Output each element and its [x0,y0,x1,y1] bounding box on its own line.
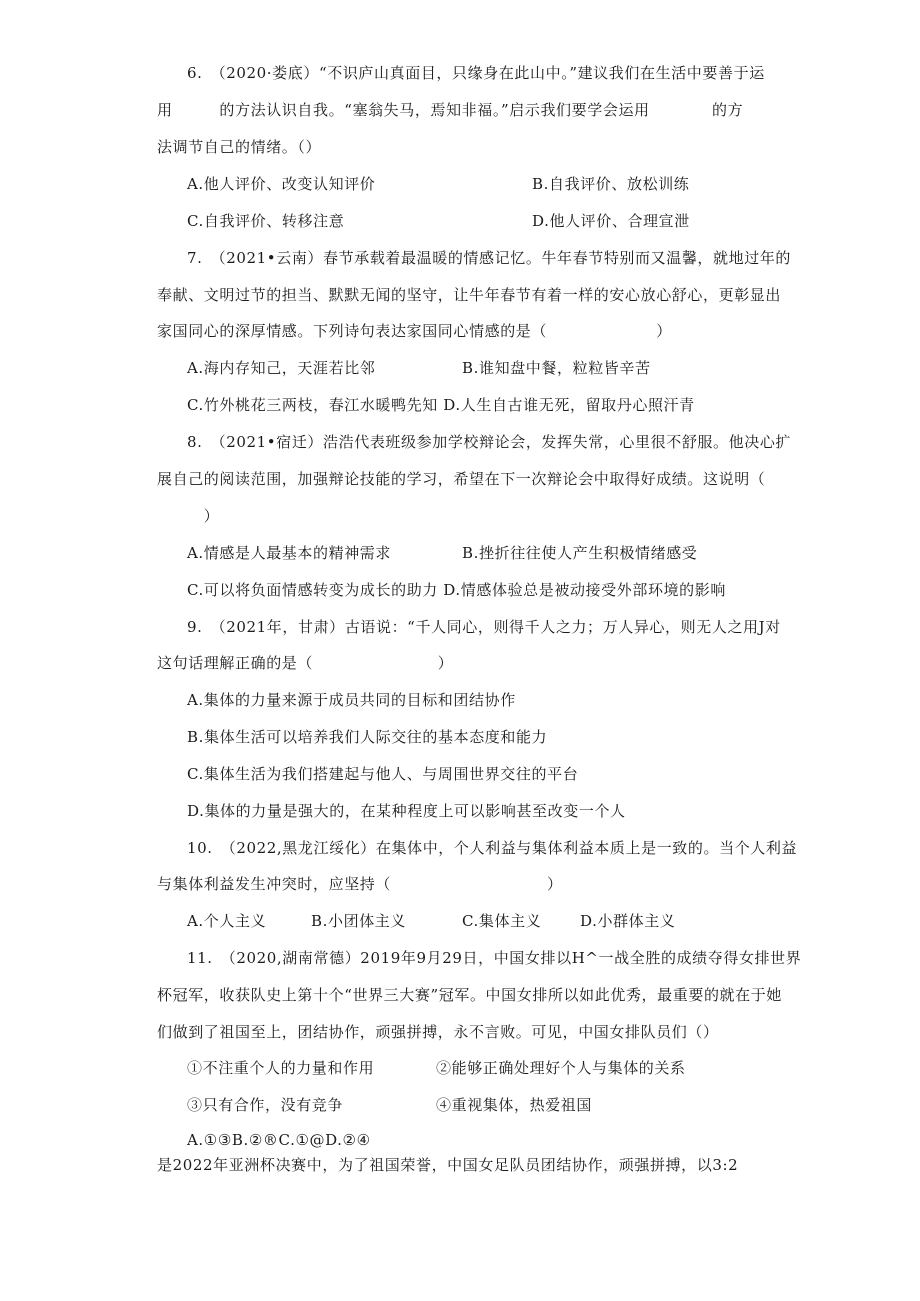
q10-option-b: B.小团体主义 [311,912,406,930]
q6-line-2: 用 的方法认识自我。“塞翁失马，焉知非福。”启示我们要学会运用 的方 [157,101,744,119]
q11-statement-1: ①不注重个人的力量和作用 [187,1059,375,1077]
q6-line-1: 6. （2020·娄底）“不识庐山真面目，只缘身在此山中。”建议我们在生活中要善于运 [187,64,765,82]
q11-line-2: 杯冠军，收获队史上第十个“世界三大赛”冠军。中国女排所以如此优秀，最重要的就在于她 [157,986,782,1004]
q8-option-cd: C.可以将负面情感转变为成长的助力 D.情感体验总是被动接受外部环境的影响 [187,581,726,599]
q10-option-d: D.小群体主义 [580,912,676,930]
q10-option-c: C.集体主义 [462,912,542,930]
q11-statement-3: ③只有合作，没有竞争 [187,1096,344,1114]
q9-line-1: 9. （2021年，甘肃）古语说：“千人同心，则得千人之力；万人异心，则无人之用J对 [187,618,781,636]
q8-line-1: 8. （2021•宿迁）浩浩代表班级参加学校辩论会，发挥失常，心里很不舒服。他决心扩 [187,433,792,451]
q7-option-b: B.谁知盘中餐，粒粒皆辛苦 [462,359,651,377]
q6-option-a: A.他人评价、改变认知评价 [187,175,376,193]
q6-option-d: D.他人评价、合理宣泄 [532,212,690,230]
q7-line-3: 家国同心的深厚情感。下列诗句表达家国同心情感的是（ ） [157,322,672,340]
q11-statement-2: ②能够正确处理好个人与集体的关系 [436,1059,686,1077]
q6-option-b: B.自我评价、放松训练 [532,175,690,193]
q8-line-3: ） [157,507,220,525]
q10-option-a: A.个人主义 [187,912,267,930]
q8-line-2: 展自己的阅读范围，加强辩论技能的学习，希望在下一次辩论会中取得好成绩。这说明（ [157,470,766,488]
q10-line-2: 与集体利益发生冲突时，应坚持（ ） [157,875,563,893]
q11-line-3: 们做到了祖国至上，团结协作，顽强拼搏，永不言败。可见，中国女排队员们（） [157,1023,719,1041]
q7-option-cd: C.竹外桃花三两枝，春江水暖鸭先知 D.人生自古谁无死，留取丹心照汗青 [187,396,695,414]
q8-option-a: A.情感是人最基本的精神需求 [187,544,392,562]
q11-answer-choices: A.①③B.②®C.①@D.②④ [187,1131,371,1149]
q9-option-d: D.集体的力量是强大的，在某种程度上可以影响甚至改变一个人 [187,802,626,820]
q11-line-1: 11. （2020,湖南常德）2019年9月29日，中国女排以H^一战全胜的成绩夺得女排世界 [187,949,802,967]
q6-option-c: C.自我评价、转移注意 [187,212,345,230]
q9-option-a: A.集体的力量来源于成员共同的目标和团结协作 [187,691,516,709]
q9-option-c: C.集体生活为我们搭建起与他人、与周围世界交往的平台 [187,765,579,783]
q7-line-2: 奉献、文明过节的担当、默默无闻的坚守，让牛年春节有着一样的安心放心舒心，更彰显出 [157,286,782,304]
q7-line-1: 7. （2021•云南）春节承载着最温暖的情感记忆。牛年春节特别而又温馨，就地过年的 [187,249,792,267]
q10-line-1: 10. （2022,黑龙江绥化）在集体中，个人利益与集体利益本质上是一致的。当个人利益 [187,839,798,857]
q7-option-a: A.海内存知己，天涯若比邻 [187,359,376,377]
q9-option-b: B.集体生活可以培养我们人际交往的基本态度和能力 [187,728,548,746]
q8-option-b: B.挫折往往使人产生积极情绪感受 [462,544,698,562]
q6-line-3: 法调节自己的情绪。（） [157,138,322,156]
q9-line-2: 这句话理解正确的是（ ） [157,654,454,672]
q11-statement-4: ④重视集体，热爱祖国 [436,1096,593,1114]
trailing-line: 是2022年亚洲杯决赛中，为了祖国荣誉，中国女足队员团结协作，顽强拼搏，以3:2 [157,1156,739,1174]
